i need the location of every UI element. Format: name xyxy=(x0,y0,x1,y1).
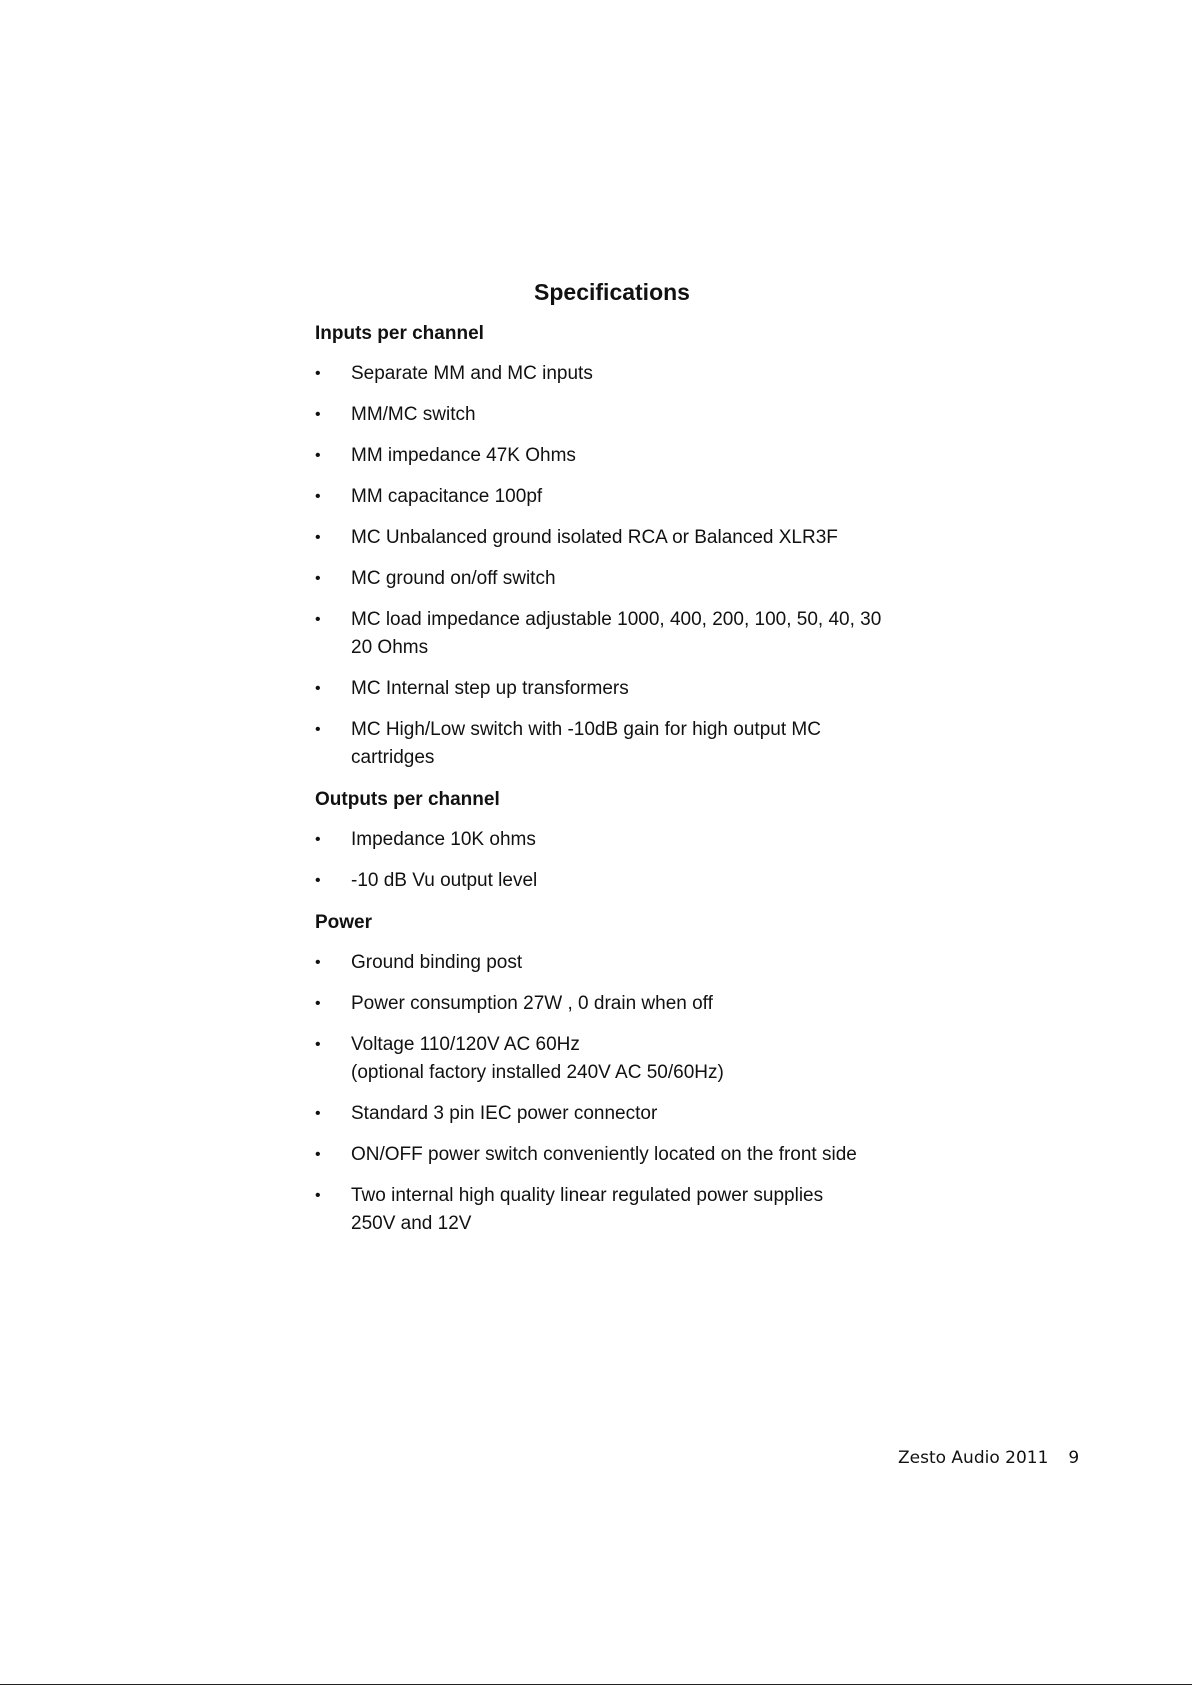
spec-list-item xyxy=(315,1141,935,1169)
bullet-icon: • xyxy=(315,447,321,464)
spec-item-text: cartridges xyxy=(351,747,435,768)
spec-item-text: (optional factory installed 240V AC 50/60Hz) xyxy=(351,1062,724,1083)
bullet-icon: • xyxy=(315,721,321,738)
bullet-icon: • xyxy=(315,1036,321,1053)
spec-item-text: Ground binding post xyxy=(351,952,523,973)
spec-item-text: MC load impedance adjustable 1000, 400, 200, 100, 50, 40, 30 xyxy=(351,609,882,630)
spec-item-text: Standard 3 pin IEC power connector xyxy=(351,1103,658,1124)
footer-text: Zesto Audio 2011 xyxy=(898,1448,1049,1468)
section-heading: Inputs per channel xyxy=(315,323,484,344)
spec-item-text: MM/MC switch xyxy=(351,404,476,425)
spec-list-item xyxy=(315,360,935,388)
bullet-icon: • xyxy=(315,406,321,423)
spec-list-item xyxy=(315,1031,935,1087)
spec-list-item xyxy=(315,483,935,511)
section-heading: Outputs per channel xyxy=(315,789,500,810)
spec-item-text: Power consumption 27W , 0 drain when off xyxy=(351,993,713,1014)
page-title: Specifications xyxy=(534,279,690,305)
spec-item-text: MC ground on/off switch xyxy=(351,568,556,589)
spec-list-item xyxy=(315,1100,935,1128)
spec-list-item xyxy=(315,716,935,772)
bullet-icon: • xyxy=(315,680,321,697)
spec-list-item xyxy=(315,1182,935,1238)
bullet-icon: • xyxy=(315,954,321,971)
bullet-icon: • xyxy=(315,872,321,889)
bullet-icon: • xyxy=(315,995,321,1012)
spec-item-text: MM capacitance 100pf xyxy=(351,486,543,507)
bullet-icon: • xyxy=(315,611,321,628)
spec-list-item xyxy=(315,949,935,977)
spec-list-item xyxy=(315,675,935,703)
spec-item-text: MM impedance 47K Ohms xyxy=(351,445,576,466)
spec-list-item xyxy=(315,524,935,552)
spec-item-text: Impedance 10K ohms xyxy=(351,829,536,850)
spec-list xyxy=(315,826,935,895)
bullet-icon: • xyxy=(315,1146,321,1163)
spec-item-text: -10 dB Vu output level xyxy=(351,870,538,891)
bullet-icon: • xyxy=(315,1187,321,1204)
bullet-icon: • xyxy=(315,529,321,546)
spec-item-text: Voltage 110/120V AC 60Hz xyxy=(351,1034,580,1055)
spec-item-text: MC Internal step up transformers xyxy=(351,678,629,699)
specifications-content xyxy=(315,319,935,1251)
bullet-icon: • xyxy=(315,365,321,382)
spec-list-item xyxy=(315,565,935,593)
spec-item-text: Two internal high quality linear regulated power supplies xyxy=(351,1185,824,1206)
spec-list xyxy=(315,360,935,772)
bullet-icon: • xyxy=(315,570,321,587)
spec-list-item xyxy=(315,401,935,429)
bullet-icon: • xyxy=(315,488,321,505)
spec-item-text: 250V and 12V xyxy=(351,1213,472,1234)
page-number: 9 xyxy=(1068,1448,1080,1468)
spec-item-text: Separate MM and MC inputs xyxy=(351,363,593,384)
spec-list-item xyxy=(315,606,935,662)
section-heading: Power xyxy=(315,912,373,933)
spec-item-text: MC High/Low switch with -10dB gain for high output MC xyxy=(351,719,821,740)
spec-item-text: MC Unbalanced ground isolated RCA or Balanced XLR3F xyxy=(351,527,838,548)
bullet-icon: • xyxy=(315,831,321,848)
spec-item-text: 20 Ohms xyxy=(351,637,429,658)
bullet-icon: • xyxy=(315,1105,321,1122)
spec-list-item xyxy=(315,867,935,895)
spec-list xyxy=(315,949,935,1238)
spec-list-item xyxy=(315,442,935,470)
spec-item-text: ON/OFF power switch conveniently located on the front side xyxy=(351,1144,857,1165)
spec-list-item xyxy=(315,990,935,1018)
page-footer xyxy=(898,1445,1079,1471)
spec-list-item xyxy=(315,826,935,854)
